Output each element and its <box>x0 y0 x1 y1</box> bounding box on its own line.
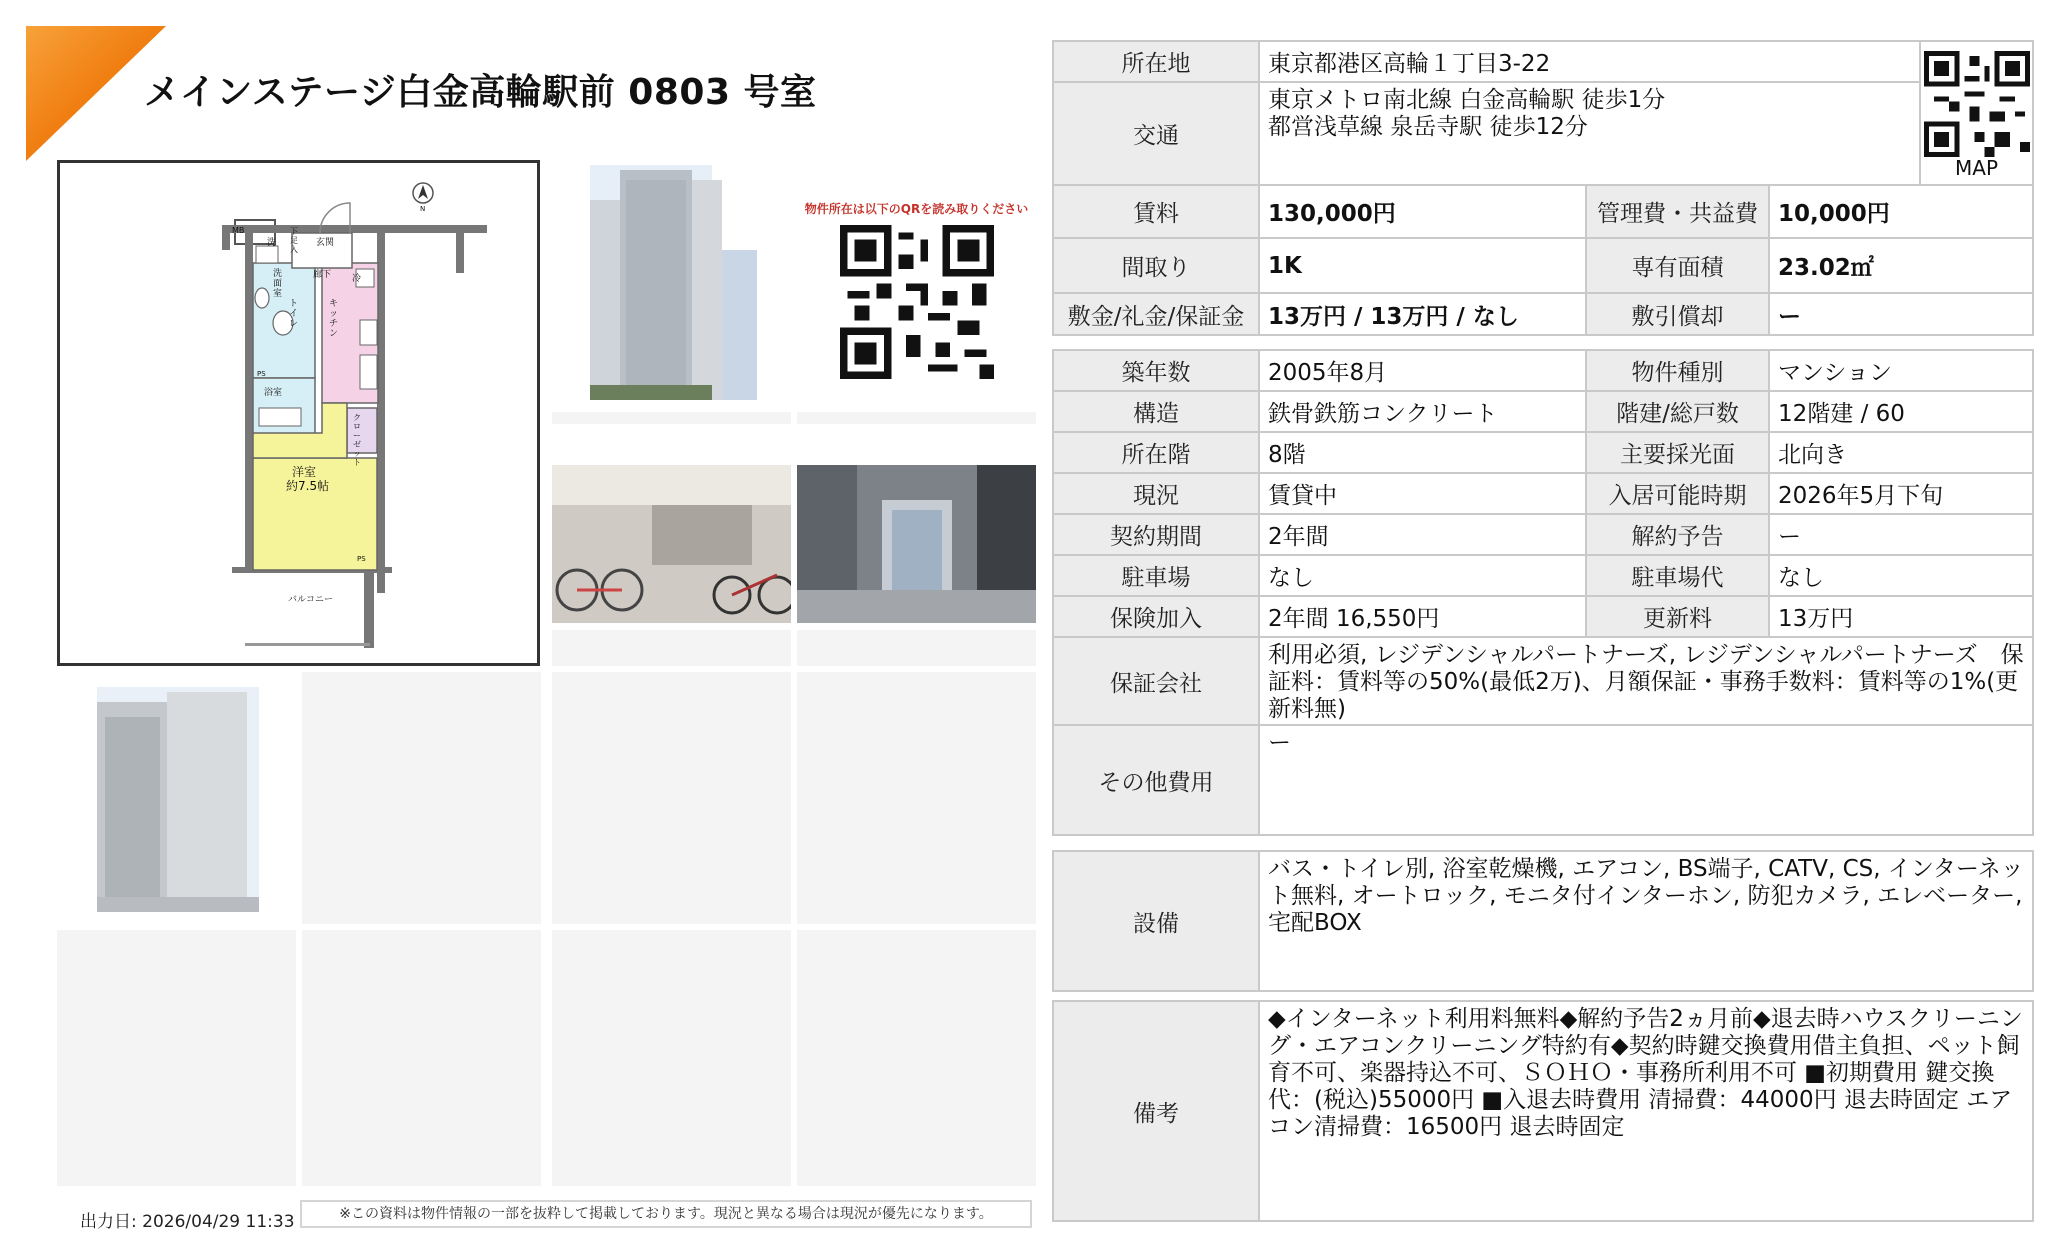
fp-closet: クローゼット <box>353 413 361 467</box>
detail-label: 解約予告 <box>1586 514 1769 555</box>
detail-label: 契約期間 <box>1053 514 1259 555</box>
detail-label: 駐車場代 <box>1586 555 1769 596</box>
photo-placeholder <box>552 412 791 424</box>
detail-label: 階建/総戸数 <box>1586 391 1769 432</box>
layout-value: 1K <box>1259 238 1586 293</box>
photo-placeholder <box>797 630 1036 666</box>
detail-row <box>1053 596 2033 637</box>
floor-plan <box>57 160 540 666</box>
property-title: メインステージ白金高輪駅前 0803 号室 <box>144 72 817 113</box>
detail-label: 入居可能時期 <box>1586 473 1769 514</box>
fp-mb: MB <box>232 226 245 235</box>
detail-value: なし <box>1259 555 1586 596</box>
map-label: MAP <box>1955 156 1999 180</box>
other-fees-label: その他費用 <box>1053 725 1259 835</box>
fp-senmenjo: 洗面室 <box>273 269 283 299</box>
transport-line-1: 東京メトロ南北線 白金高輪駅 徒歩1分 <box>1268 87 1666 113</box>
equipment-label: 設備 <box>1053 851 1259 991</box>
fp-roka: 廊下 <box>313 270 332 280</box>
detail-row <box>1053 473 2033 514</box>
fp-ps: PS <box>257 370 266 378</box>
remarks-value: ◆インターネット利用料無料◆解約予告2ヵ月前◆退去時ハウスクリーニング・エアコンクリーニング特約有◆契約時鍵交換費用借主負担、ペット飼育不可、楽器持込不可、ＳＯＨＯ・事務所利用不可 ■初期費用 鍵交換代：(税込)55000円 ■入退去時費用 清掃費：44000円 退去時固定 エアコン清掃費：16500円 退去時固定 <box>1259 1001 2033 1221</box>
detail-value: 北向き <box>1769 432 2033 473</box>
management-fee-label: 管理費・共益費 <box>1586 185 1769 238</box>
detail-label: 所在階 <box>1053 432 1259 473</box>
fp-gesokuire: 下足入 <box>290 227 298 254</box>
deposit-value: 13万円 / 13万円 / なし <box>1259 293 1586 335</box>
detail-value: 2年間 <box>1259 514 1586 555</box>
remarks-table <box>1052 1000 2034 1222</box>
area-label: 専有面積 <box>1586 238 1769 293</box>
detail-row <box>1053 514 2033 555</box>
fp-ps2: PS <box>357 555 366 563</box>
detail-value: 2005年8月 <box>1259 350 1586 391</box>
rent-value: 130,000円 <box>1259 185 1586 238</box>
fp-genkan: 玄関 <box>316 238 335 248</box>
output-date: 出力日: 2026/04/29 11:33 <box>80 1212 295 1232</box>
shikibiki-value: ー <box>1769 293 2033 335</box>
detail-value: 2年間 16,550円 <box>1259 596 1586 637</box>
photo-placeholder <box>57 930 296 1186</box>
map-qr-code[interactable] <box>1924 51 2030 157</box>
shikibiki-label: 敷引償却 <box>1586 293 1769 335</box>
building-photo <box>552 160 791 405</box>
detail-value: マンション <box>1769 350 2033 391</box>
fp-sen: 洗 <box>267 238 277 248</box>
detail-label: 物件種別 <box>1586 350 1769 391</box>
building-photo-2 <box>57 672 296 924</box>
address-value: 東京都港区高輪１丁目3-22 <box>1259 41 1920 82</box>
detail-label: 現況 <box>1053 473 1259 514</box>
fp-toilet: トイレ <box>289 299 299 329</box>
transport-value <box>1259 82 1920 185</box>
photo-placeholder <box>302 930 541 1186</box>
detail-value: ー <box>1769 514 2033 555</box>
photo-placeholder <box>797 412 1036 424</box>
fp-yokushitsu: 浴室 <box>264 388 283 398</box>
detail-value: 13万円 <box>1769 596 2033 637</box>
qr-cell <box>797 160 1036 405</box>
detail-label: 主要採光面 <box>1586 432 1769 473</box>
fp-kitchen: キッチン <box>329 299 339 339</box>
detail-row <box>1053 432 2033 473</box>
transport-line-2: 都営浅草線 泉岳寺駅 徒歩12分 <box>1268 114 1588 140</box>
equipment-table <box>1052 850 2034 992</box>
detail-label: 更新料 <box>1586 596 1769 637</box>
detail-value: なし <box>1769 555 2033 596</box>
detail-row <box>1053 350 2033 391</box>
address-label: 所在地 <box>1053 41 1259 82</box>
equipment-value: バス・トイレ別, 浴室乾燥機, エアコン, BS端子, CATV, CS, インターネット無料, オートロック, モニタ付インターホン, 防犯カメラ, エレベーター, 宅配BOX <box>1259 851 2033 991</box>
entrance-photo <box>797 465 1036 623</box>
transport-label: 交通 <box>1053 82 1259 185</box>
guarantee-value: 利用必須, レジデンシャルパートナーズ, レジデンシャルパートナーズ 保証料：賃料等の50%(最低2万)、月額保証・事務手数料：賃料等の1%(更新料無) <box>1259 637 2033 725</box>
bicycle-parking-photo <box>552 465 791 623</box>
photo-placeholder <box>552 672 791 924</box>
qr-note: 物件所在は以下のQRを読み取りください <box>804 202 1029 216</box>
photo-placeholder <box>302 672 541 924</box>
detail-value: 賃貸中 <box>1259 473 1586 514</box>
detail-value: 12階建 / 60 <box>1769 391 2033 432</box>
detail-value: 2026年5月下旬 <box>1769 473 2033 514</box>
detail-value: 鉄骨鉄筋コンクリート <box>1259 391 1586 432</box>
other-fees-value: ー <box>1259 725 2033 835</box>
detail-row <box>1053 391 2033 432</box>
photo-placeholder <box>797 672 1036 924</box>
details-table <box>1052 349 2034 836</box>
detail-label: 築年数 <box>1053 350 1259 391</box>
deposit-label: 敷金/礼金/保証金 <box>1053 293 1259 335</box>
rent-label: 賃料 <box>1053 185 1259 238</box>
remarks-label: 備考 <box>1053 1001 1259 1221</box>
detail-row <box>1053 555 2033 596</box>
fp-rei: 冷 <box>352 274 362 284</box>
fp-balcony: バルコニー <box>288 595 334 605</box>
map-qr[interactable] <box>1920 41 2033 185</box>
fp-north: N <box>420 205 426 213</box>
detail-label: 構造 <box>1053 391 1259 432</box>
disclaimer-note: ※この資料は物件情報の一部を抜粋して掲載しております。現況と異なる場合は現況が優先になります。 <box>300 1200 1032 1228</box>
photo-placeholder <box>552 630 791 666</box>
main-info-table <box>1052 40 2034 336</box>
management-fee-value: 10,000円 <box>1769 185 2033 238</box>
detail-value: 8階 <box>1259 432 1586 473</box>
area-value: 23.02㎡ <box>1769 238 2033 293</box>
detail-label: 駐車場 <box>1053 555 1259 596</box>
fp-yoshitsu-size: 約7.5帖 <box>286 479 330 493</box>
layout-label: 間取り <box>1053 238 1259 293</box>
guarantee-label: 保証会社 <box>1053 637 1259 725</box>
photo-placeholder <box>797 930 1036 1186</box>
detail-label: 保険加入 <box>1053 596 1259 637</box>
photo-placeholder <box>552 930 791 1186</box>
fp-yoshitsu: 洋室 <box>292 465 317 479</box>
